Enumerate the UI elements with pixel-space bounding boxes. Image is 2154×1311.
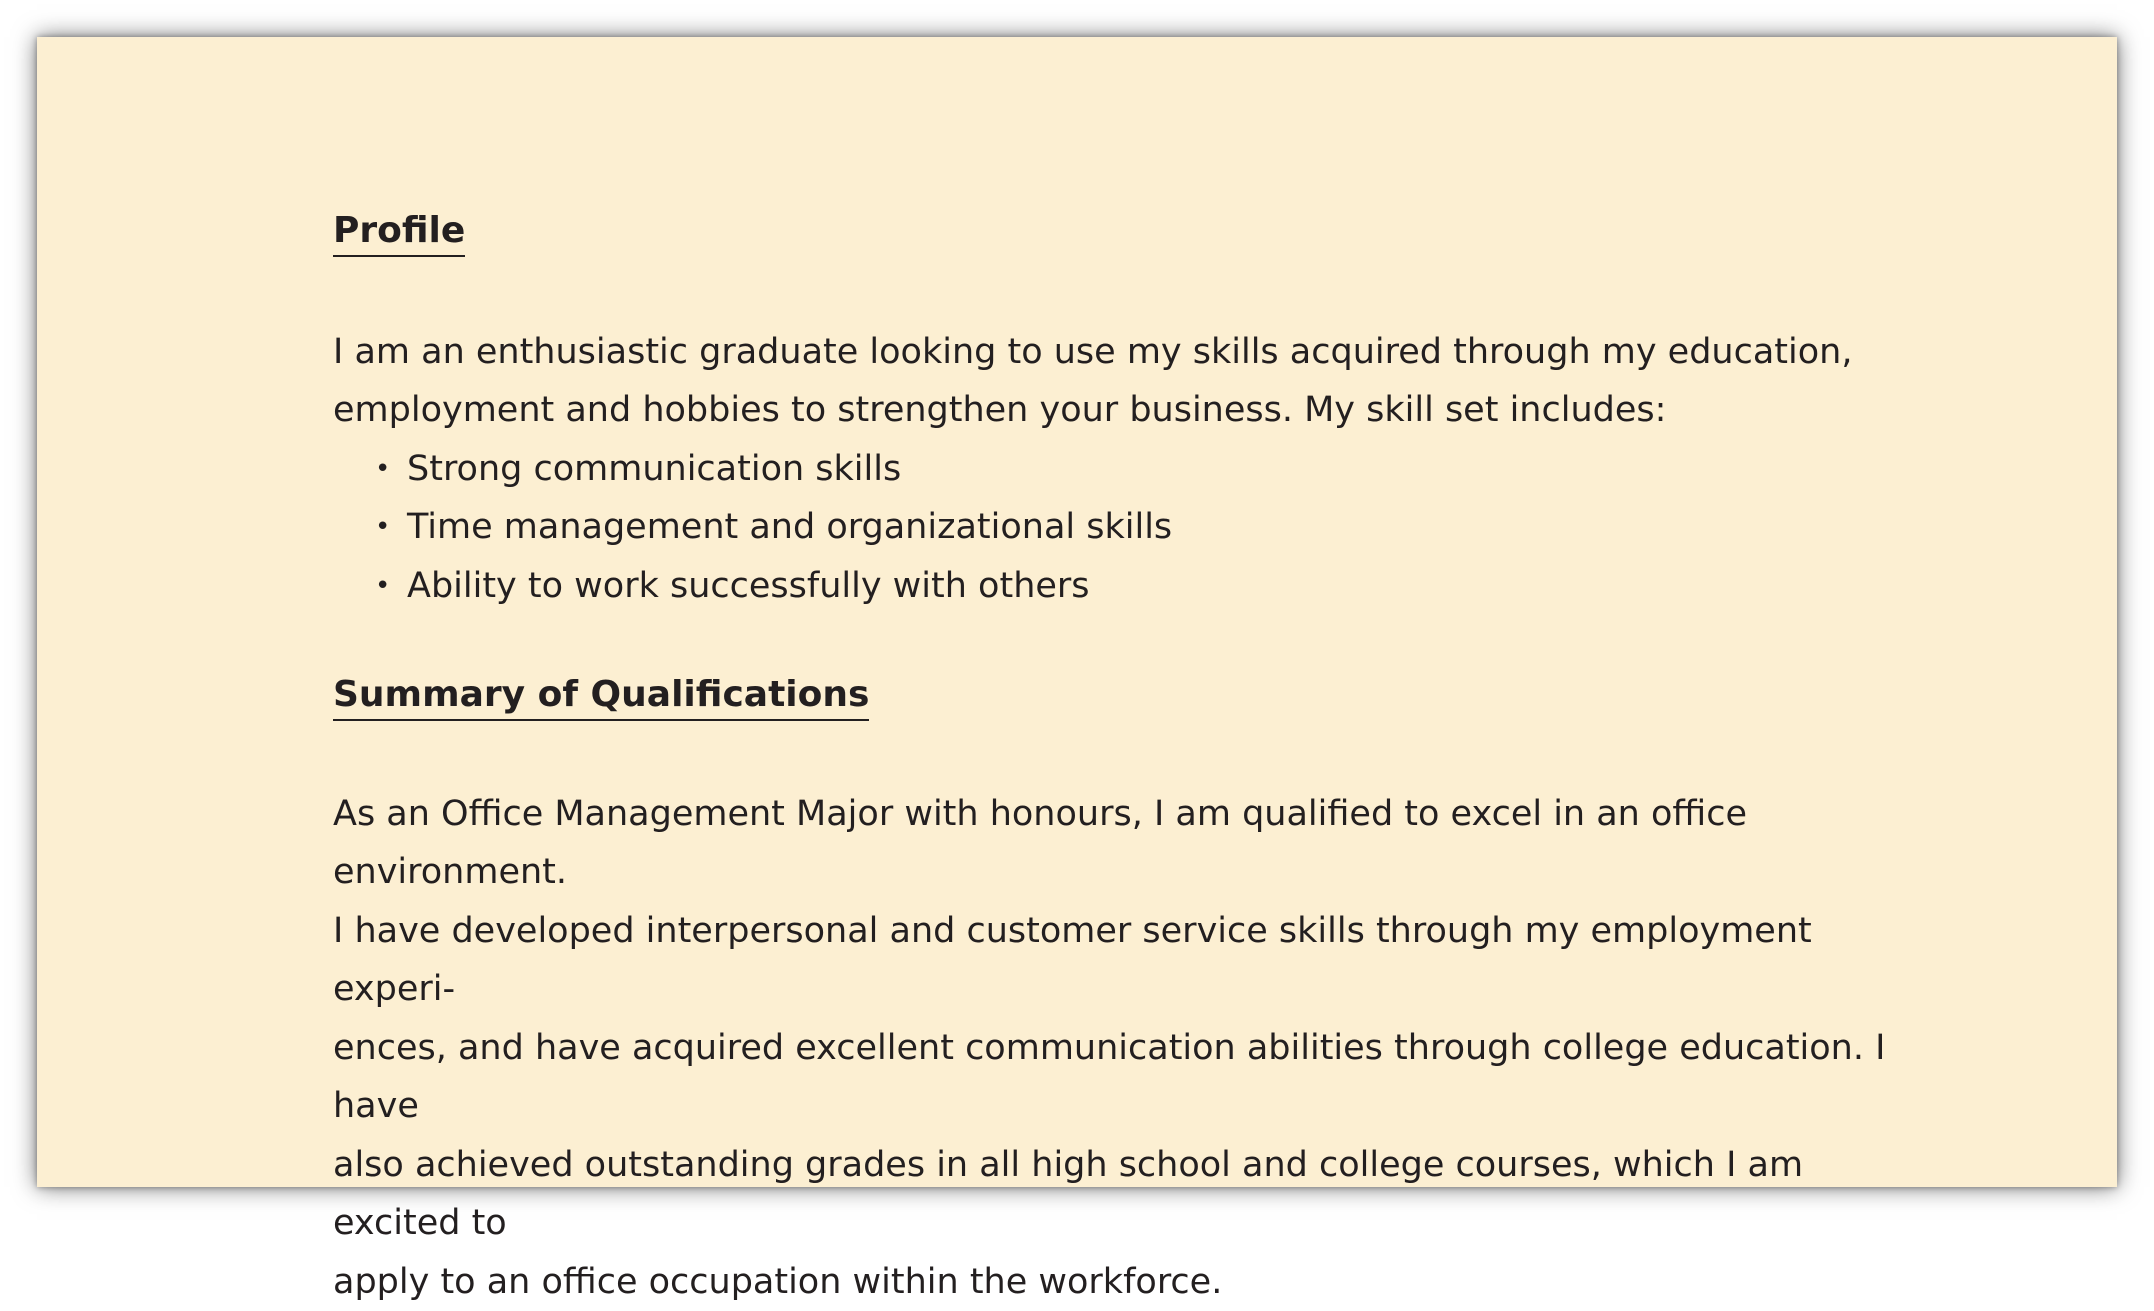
profile-intro-line: employment and hobbies to strengthen your business. My skill set includes:	[333, 381, 1893, 440]
summary-line: I have developed interpersonal and customer service skills through my employment experi-	[333, 902, 1893, 1019]
skill-label: Time management and organizational skills	[407, 507, 1172, 547]
summary-line: also achieved outstanding grades in all high school and college courses, which I am excited to	[333, 1136, 1893, 1253]
skill-label: Strong communication skills	[407, 449, 901, 489]
profile-heading: Profile	[333, 209, 465, 257]
skill-item	[375, 498, 1893, 557]
bullet-icon: •	[375, 498, 390, 557]
profile-intro-line: I am an enthusiastic graduate looking to use my skills acquired through my education,	[333, 323, 1893, 382]
skill-label: Ability to work successfully with others	[407, 566, 1090, 606]
skills-list	[333, 440, 1893, 616]
document-card	[37, 37, 2117, 1187]
summary-paragraph	[333, 785, 1893, 1311]
summary-line: ences, and have acquired excellent communication abilities through college education. I have	[333, 1019, 1893, 1136]
summary-heading: Summary of Qualifications	[333, 673, 869, 721]
skill-item	[375, 557, 1893, 616]
bullet-icon: •	[375, 440, 390, 499]
skill-item	[375, 440, 1893, 499]
bullet-icon: •	[375, 557, 390, 616]
summary-line: As an Office Management Major with honours, I am qualified to excel in an office environment.	[333, 785, 1893, 902]
summary-line: apply to an office occupation within the workforce.	[333, 1253, 1893, 1311]
resume-content	[333, 175, 1893, 1311]
profile-intro	[333, 323, 1893, 440]
